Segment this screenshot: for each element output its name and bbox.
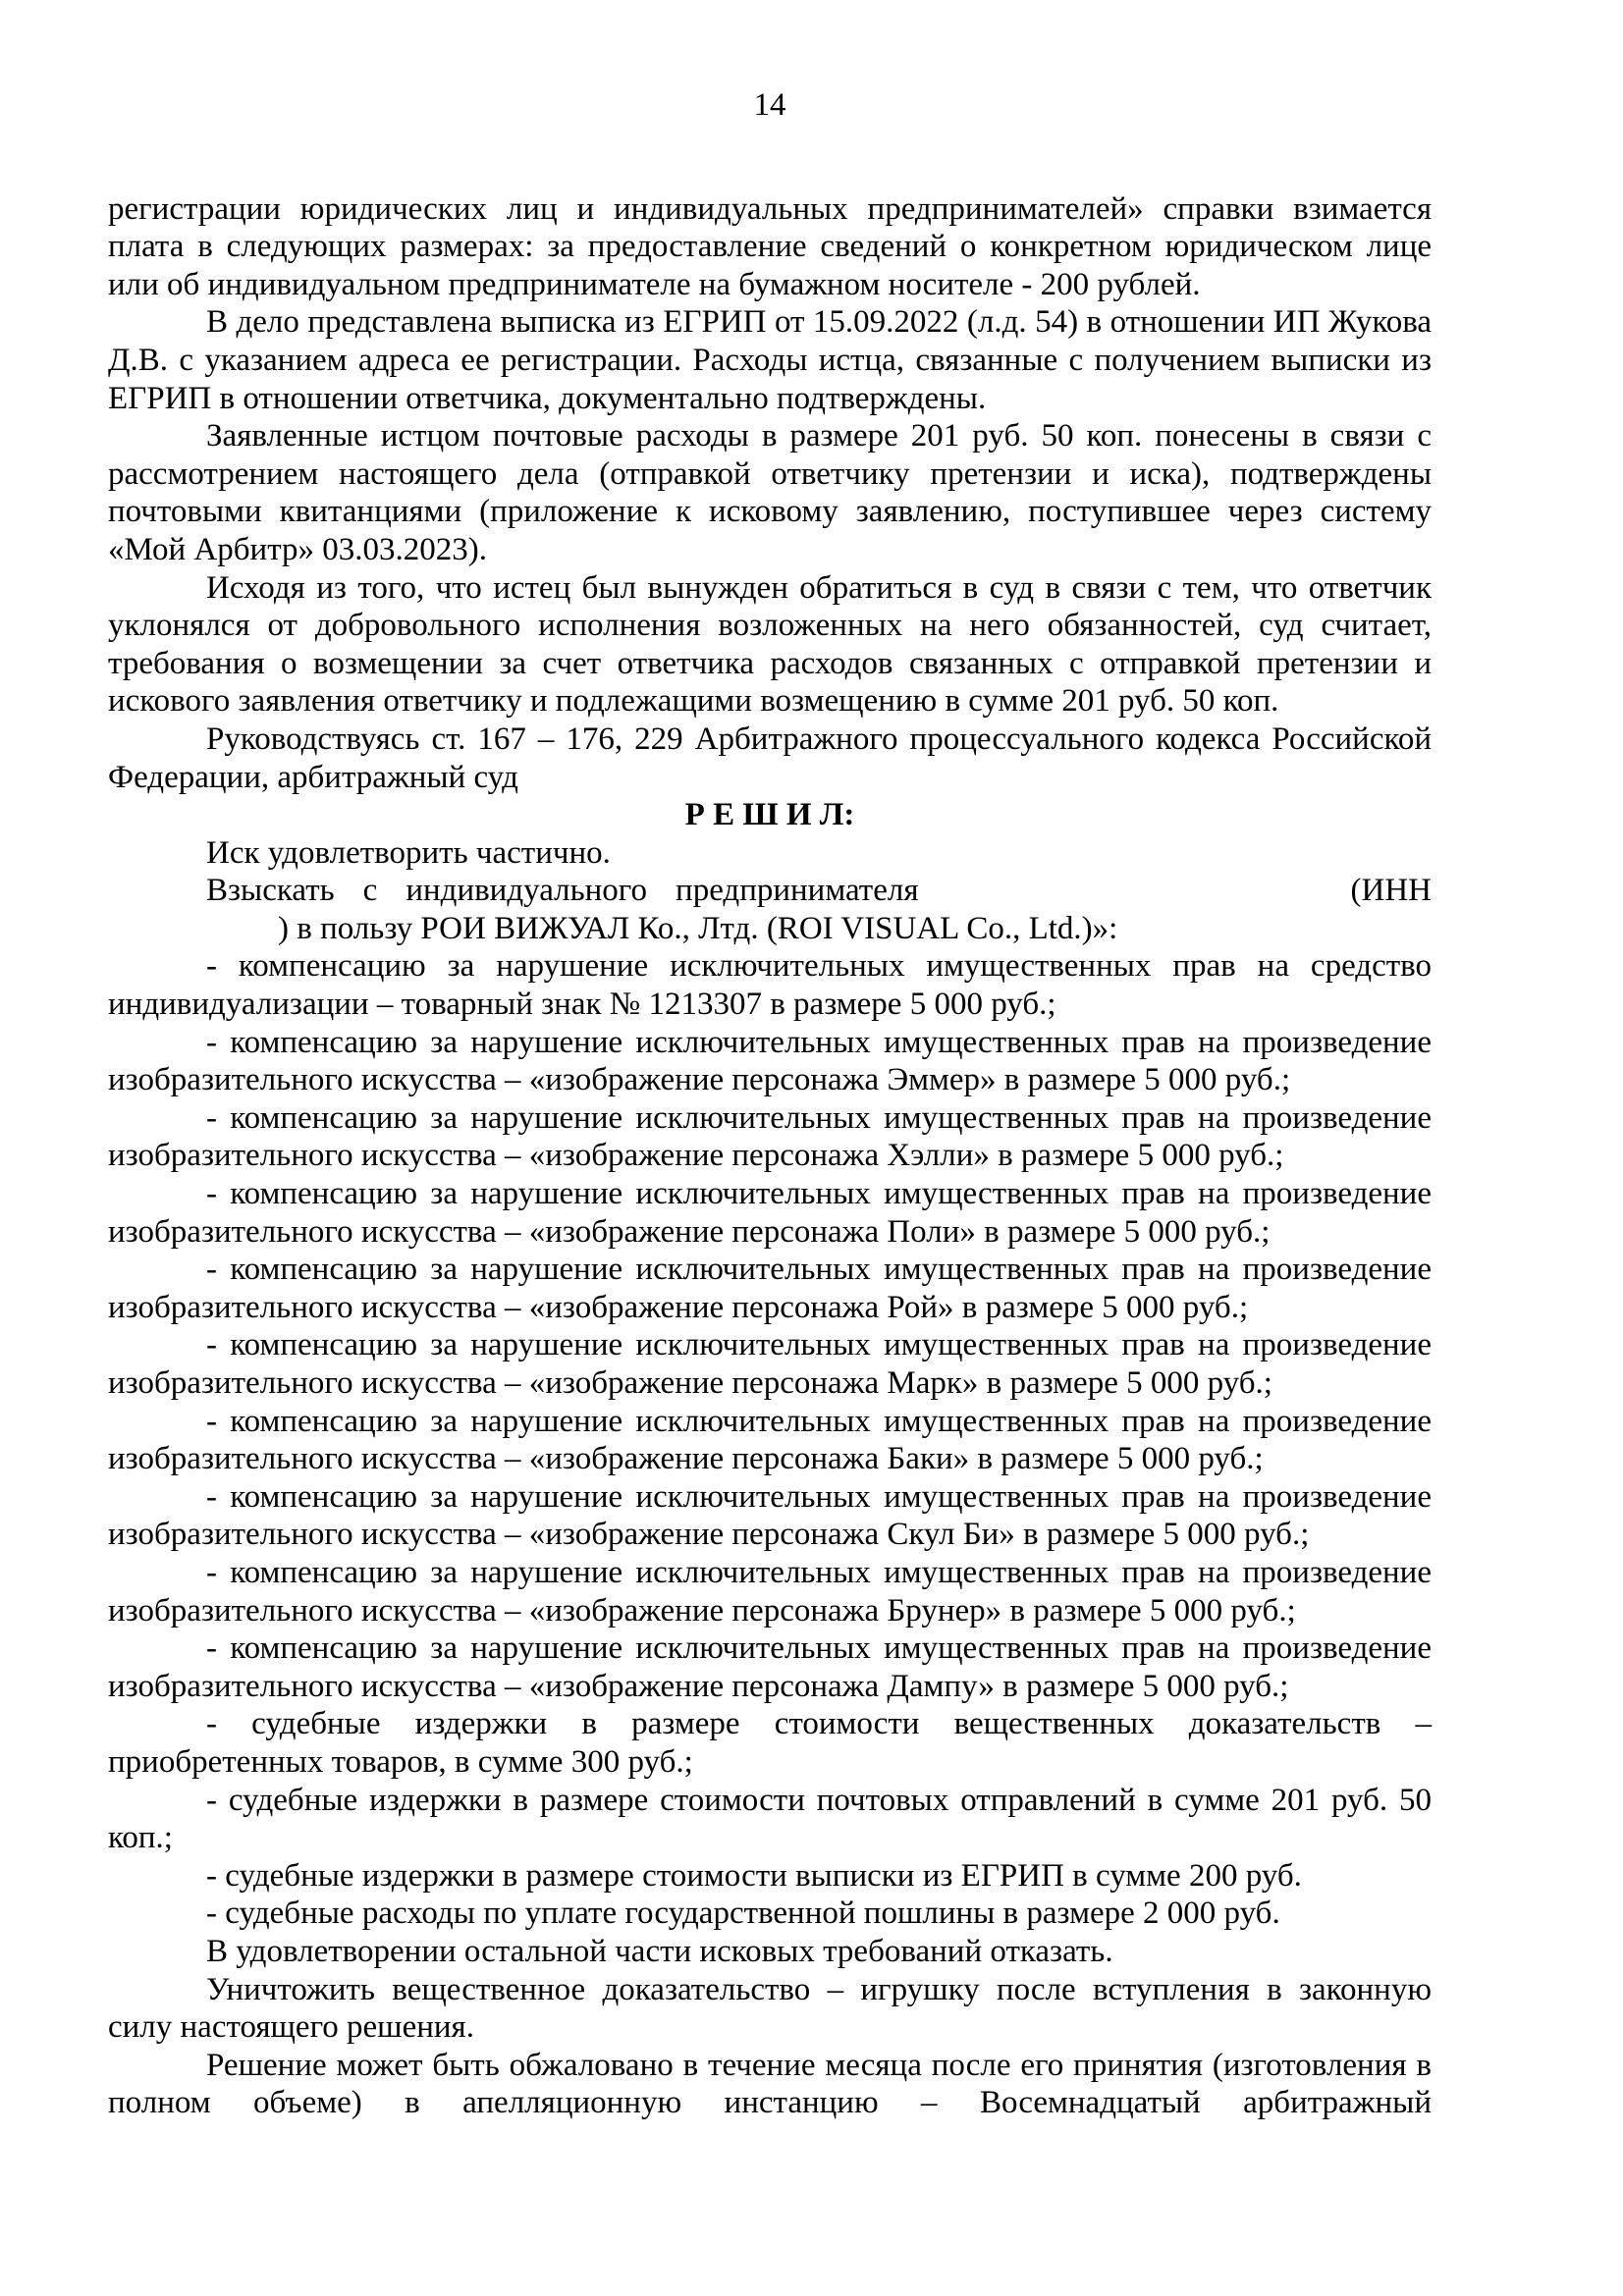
- cost-items: [108, 1705, 1432, 1933]
- compensation-item: - компенсацию за нарушение исключительных имущественных прав на средство индивидуализации – товарный знак № 1213307 в размере 5 000 руб.;: [108, 948, 1432, 1023]
- compensation-item: - компенсацию за нарушение исключительных имущественных прав на произведение изобразительного искусства – «изображение персонажа Брунер» в размере 5 000 руб.;: [108, 1554, 1432, 1629]
- page-number: 14: [753, 87, 786, 123]
- compensation-item: - компенсацию за нарушение исключительных имущественных прав на произведение изобразительного искусства – «изображение персонажа Марк» в размере 5 000 руб.;: [108, 1327, 1432, 1401]
- recover-inn-label: (ИНН: [1350, 873, 1432, 909]
- paragraph-in-favor-of: ) в пользу РОИ ВИЖУАЛ Ко., Лтд. (ROI VISUAL Co., Ltd.)»:: [278, 910, 1118, 946]
- paragraph-postal-expenses: Заявленные истцом почтовые расходы в размере 201 руб. 50 коп. понесены в связи с рассмотрением настоящего дела (отправкой ответчику претензии и иска), подтверждены почтовыми квитанциями (приложение к исковому заявлению, поступившее через систему «Мой Арбитр» 03.03.2023).: [108, 418, 1432, 567]
- document-body: [108, 190, 1432, 2122]
- cost-item: - судебные издержки в размере стоимости вещественных доказательств – приобретенных товаров, в сумме 300 руб.;: [108, 1706, 1432, 1780]
- compensation-items: [108, 947, 1432, 1705]
- compensation-item: - компенсацию за нарушение исключительных имущественных прав на произведение изобразительного искусства – «изображение персонажа Эммер» в размере 5 000 руб.;: [108, 1024, 1432, 1098]
- paragraph-court-reasoning: Исходя из того, что истец был вынужден обратиться в суд в связи с тем, что ответчик уклонялся от добровольного исполнения возложенных на него обязанностей, суд считает, требования о возмещении за счет ответчика расходов связанных с отправкой претензии и искового заявления ответчику и подлежащими возмещению в сумме 201 руб. 50 коп.: [108, 569, 1432, 720]
- paragraph-destroy-evidence: Уничтожить вещественное доказательство – игрушку после вступления в законную силу настоящего решения.: [108, 1971, 1432, 2046]
- recover-text-left: Взыскать с индивидуального предпринимателя: [206, 873, 919, 909]
- paragraph-dismiss-rest: В удовлетворении остальной части исковых требований отказать.: [206, 1933, 1113, 1969]
- resolution-heading: Р Е Ш И Л:: [684, 797, 855, 833]
- cost-item: - судебные расходы по уплате государственной пошлины в размере 2 000 руб.: [206, 1896, 1280, 1932]
- compensation-item: - компенсацию за нарушение исключительных имущественных прав на произведение изобразительного искусства – «изображение персонажа Дампу» в размере 5 000 руб.;: [108, 1630, 1432, 1704]
- compensation-item: - компенсацию за нарушение исключительных имущественных прав на произведение изобразительного искусства – «изображение персонажа Баки» в размере 5 000 руб.;: [108, 1403, 1432, 1477]
- paragraph-guided-by: Руководствуясь ст. 167 – 176, 229 Арбитражного процессуального кодекса Российской Федерации, арбитражный суд: [108, 721, 1432, 795]
- paragraph-egrip-extract: В дело представлена выписка из ЕГРИП от 15.09.2022 (л.д. 54) в отношении ИП Жукова Д.В. с указанием адреса ее регистрации. Расходы истца, связанные с получением выписки из ЕГРИП в отношении ответчика, документально подтверждены.: [108, 304, 1432, 416]
- compensation-item: - компенсацию за нарушение исключительных имущественных прав на произведение изобразительного искусства – «изображение персонажа Рой» в размере 5 000 руб.;: [108, 1252, 1432, 1325]
- paragraph-claim-partially-satisfied: Иск удовлетворить частично.: [206, 834, 611, 871]
- compensation-item: - компенсацию за нарушение исключительных имущественных прав на произведение изобразительного искусства – «изображение персонажа Хэлли» в размере 5 000 руб.;: [108, 1099, 1432, 1174]
- paragraph-registration-fee: регистрации юридических лиц и индивидуальных предпринимателей» справки взимается плата в следующих размерах: за предоставление сведений о конкретном юридическом лице или об индивидуальном предпринимателе на бумажном носителе - 200 рублей.: [108, 190, 1432, 302]
- cost-item: - судебные издержки в размере стоимости выписки из ЕГРИП в сумме 200 руб.: [206, 1857, 1302, 1894]
- paragraph-recover-from-entrepreneur: [108, 872, 1432, 910]
- paragraph-appeal: Решение может быть обжаловано в течение месяца после его принятия (изготовления в полном объеме) в апелляционную инстанцию – Восемнадцатый арбитражный: [108, 2047, 1432, 2121]
- compensation-item: - компенсацию за нарушение исключительных имущественных прав на произведение изобразительного искусства – «изображение персонажа Скул Би» в размере 5 000 руб.;: [108, 1478, 1432, 1553]
- redacted-name-gap: [919, 899, 1351, 900]
- cost-item: - судебные издержки в размере стоимости почтовых отправлений в сумме 201 руб. 50 коп.;: [108, 1782, 1432, 1856]
- compensation-item: - компенсацию за нарушение исключительных имущественных прав на произведение изобразительного искусства – «изображение персонажа Поли» в размере 5 000 руб.;: [108, 1176, 1432, 1250]
